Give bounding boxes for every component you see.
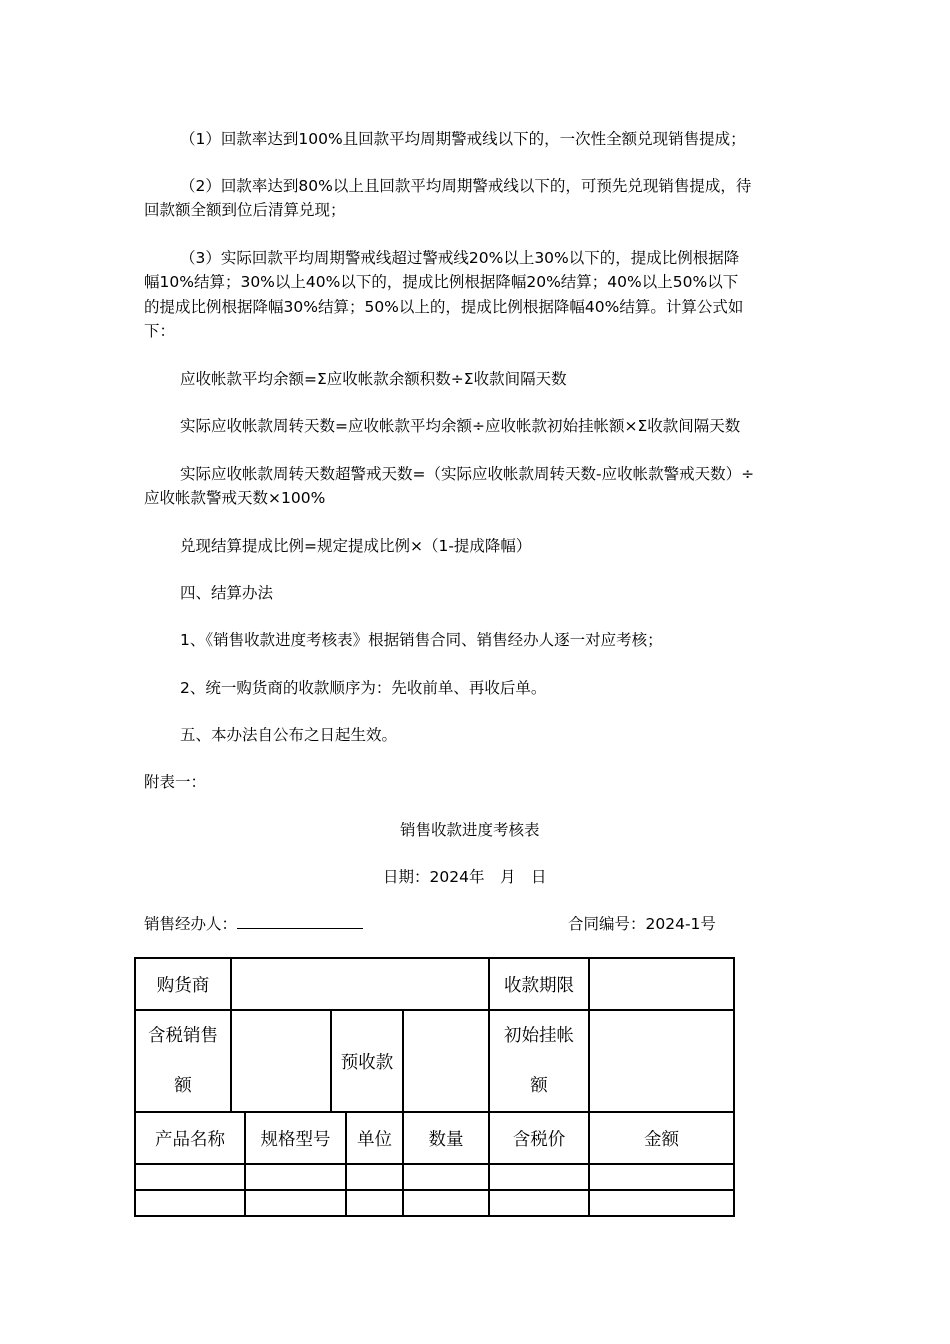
initial-charge-value	[589, 1010, 734, 1112]
table-cell	[135, 1164, 245, 1190]
contract-number: 合同编号：2024-1号	[568, 915, 716, 933]
clause-1: （1）回款率达到100%且回款平均周期警戒线以下的，一次性全额兑现销售提成；	[180, 130, 746, 148]
initial-charge-label: 初始挂帐 额	[489, 1010, 589, 1112]
section-4-item-1: 1、《销售收款进度考核表》根据销售合同、销售经办人逐一对应考核；	[180, 631, 663, 649]
appendix-label: 附表一：	[144, 773, 207, 791]
prepayment-label: 预收款	[331, 1010, 403, 1112]
table-cell	[489, 1164, 589, 1190]
clause-3-line-4: 下：	[144, 322, 176, 340]
header-taxed-price: 含税价	[489, 1112, 589, 1164]
collection-period-label: 收款期限	[489, 958, 589, 1010]
sales-taxed-label: 含税销售 额	[135, 1010, 231, 1112]
table-cell	[245, 1190, 346, 1216]
clause-3-line-2: 幅10%结算；30%以上40%以下的，提成比例根据降幅20%结算；40%以上50%以下	[144, 273, 739, 291]
header-quantity: 数量	[403, 1112, 489, 1164]
clause-3-line-1: （3）实际回款平均周期警戒线超过警戒线20%以上30%以下的，提成比例根据降	[180, 249, 740, 267]
clause-3-line-3: 的提成比例根据降幅30%结算；50%以上的，提成比例根据降幅40%结算。计算公式如	[144, 298, 744, 316]
table-cell	[589, 1190, 734, 1216]
agent-label: 销售经办人：	[144, 915, 238, 933]
formula-turnover-days: 实际应收帐款周转天数=应收帐款平均余额÷应收帐款初始挂帐额×Σ收款间隔天数	[180, 417, 741, 435]
clause-2-line-2: 回款额全额到位后清算兑现；	[144, 201, 346, 219]
collection-period-value	[589, 958, 734, 1010]
table-cell	[403, 1190, 489, 1216]
agent-blank	[237, 912, 363, 929]
sales-taxed-value	[231, 1010, 331, 1112]
section-5-heading: 五、本办法自公布之日起生效。	[180, 726, 398, 744]
formula-average-balance: 应收帐款平均余额=Σ应收帐款余额积数÷Σ收款间隔天数	[180, 370, 567, 388]
assessment-table	[134, 957, 735, 1217]
table-cell	[245, 1164, 346, 1190]
prepayment-value	[403, 1010, 489, 1112]
table-cell	[589, 1164, 734, 1190]
table-cell	[346, 1190, 403, 1216]
buyer-value	[231, 958, 489, 1010]
formula-overdue-line-1: 实际应收帐款周转天数超警戒天数=（实际应收帐款周转天数-应收帐款警戒天数）÷	[180, 465, 755, 483]
formula-overdue-line-2: 应收帐款警戒天数×100%	[144, 489, 326, 507]
form-title: 销售收款进度考核表	[400, 821, 540, 839]
buyer-label: 购货商	[135, 958, 231, 1010]
agent-field	[144, 912, 363, 936]
table-row	[135, 1190, 734, 1216]
table-row	[135, 1164, 734, 1190]
table-cell	[346, 1164, 403, 1190]
clause-2-line-1: （2）回款率达到80%以上且回款平均周期警戒线以下的，可预先兑现销售提成，待	[180, 177, 752, 195]
header-unit: 单位	[346, 1112, 403, 1164]
form-date: 日期：2024年 月 日	[383, 868, 547, 886]
header-product-name: 产品名称	[135, 1112, 245, 1164]
table-cell	[135, 1190, 245, 1216]
section-4-item-2: 2、统一购货商的收款顺序为：先收前单、再收后单。	[180, 679, 547, 697]
table-cell	[489, 1190, 589, 1216]
section-4-heading: 四、结算办法	[180, 584, 274, 602]
header-spec-model: 规格型号	[245, 1112, 346, 1164]
header-amount: 金额	[589, 1112, 734, 1164]
table-cell	[403, 1164, 489, 1190]
formula-commission-ratio: 兑现结算提成比例=规定提成比例×（1-提成降幅）	[180, 537, 532, 555]
